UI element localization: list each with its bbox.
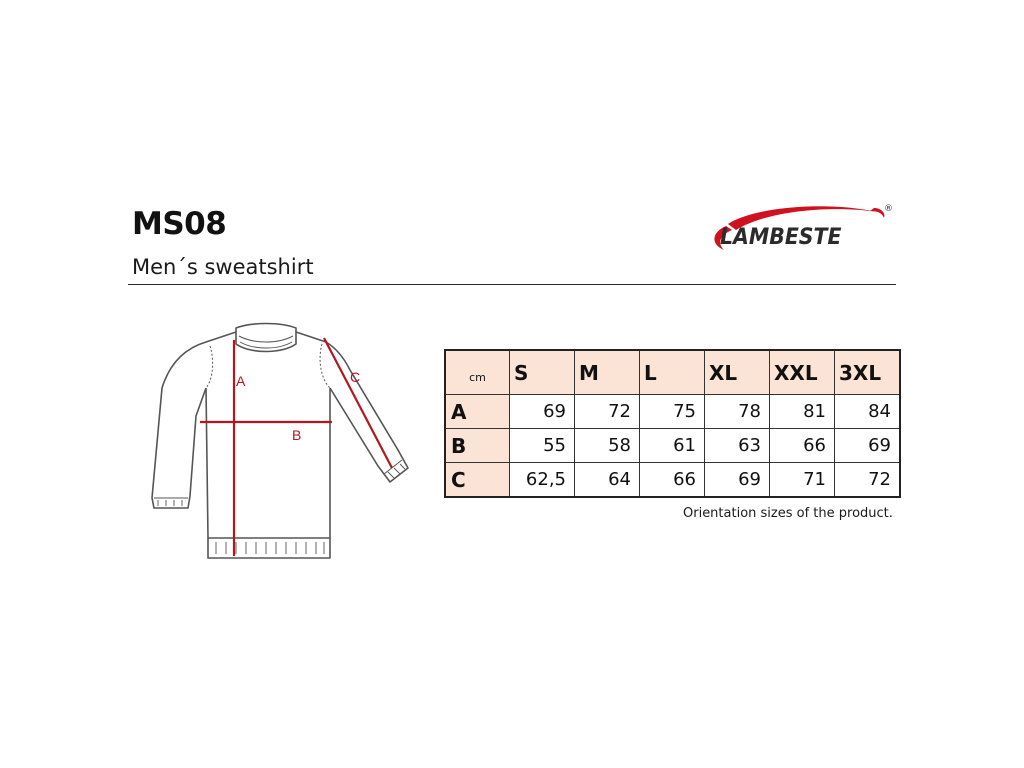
measure-line-c — [324, 338, 392, 468]
table-cell: 84 — [835, 395, 901, 429]
unit-cell: cm — [445, 350, 510, 395]
header-divider — [128, 284, 896, 285]
table-cell: 66 — [640, 463, 705, 498]
registered-mark: ® — [884, 204, 893, 214]
table-row — [445, 463, 900, 498]
table-cell: 81 — [770, 395, 835, 429]
size-header-row — [445, 350, 900, 395]
measure-label-c: C — [350, 369, 361, 385]
size-header-xl: XL — [705, 350, 770, 395]
table-cell: 62,5 — [510, 463, 575, 498]
table-cell: 61 — [640, 429, 705, 463]
product-name: Men´s sweatshirt — [132, 255, 314, 279]
size-header-l: L — [640, 350, 705, 395]
measurement-lines — [200, 338, 392, 556]
table-cell: 75 — [640, 395, 705, 429]
size-header-s: S — [510, 350, 575, 395]
sweatshirt-diagram — [140, 318, 430, 576]
table-cell: 78 — [705, 395, 770, 429]
row-label-b: B — [445, 429, 510, 463]
product-code: MS08 — [132, 206, 227, 242]
size-table — [444, 349, 901, 498]
table-cell: 55 — [510, 429, 575, 463]
row-label-c: C — [445, 463, 510, 498]
sweatshirt-outline — [152, 324, 408, 559]
table-cell: 69 — [705, 463, 770, 498]
size-header-m: M — [575, 350, 640, 395]
row-label-a: A — [445, 395, 510, 429]
table-cell: 64 — [575, 463, 640, 498]
table-cell: 72 — [835, 463, 901, 498]
size-header-xxl: XXL — [770, 350, 835, 395]
table-cell: 58 — [575, 429, 640, 463]
measure-label-a: A — [236, 373, 246, 389]
table-cell: 72 — [575, 395, 640, 429]
size-header-3xl: 3XL — [835, 350, 901, 395]
table-row — [445, 395, 900, 429]
measure-label-b: B — [292, 427, 302, 443]
table-cell: 69 — [835, 429, 901, 463]
size-note: Orientation sizes of the product. — [683, 506, 893, 521]
table-cell: 66 — [770, 429, 835, 463]
table-row — [445, 429, 900, 463]
table-cell: 63 — [705, 429, 770, 463]
table-cell: 71 — [770, 463, 835, 498]
table-cell: 69 — [510, 395, 575, 429]
brand-wordmark: LAMBESTE — [720, 225, 842, 250]
